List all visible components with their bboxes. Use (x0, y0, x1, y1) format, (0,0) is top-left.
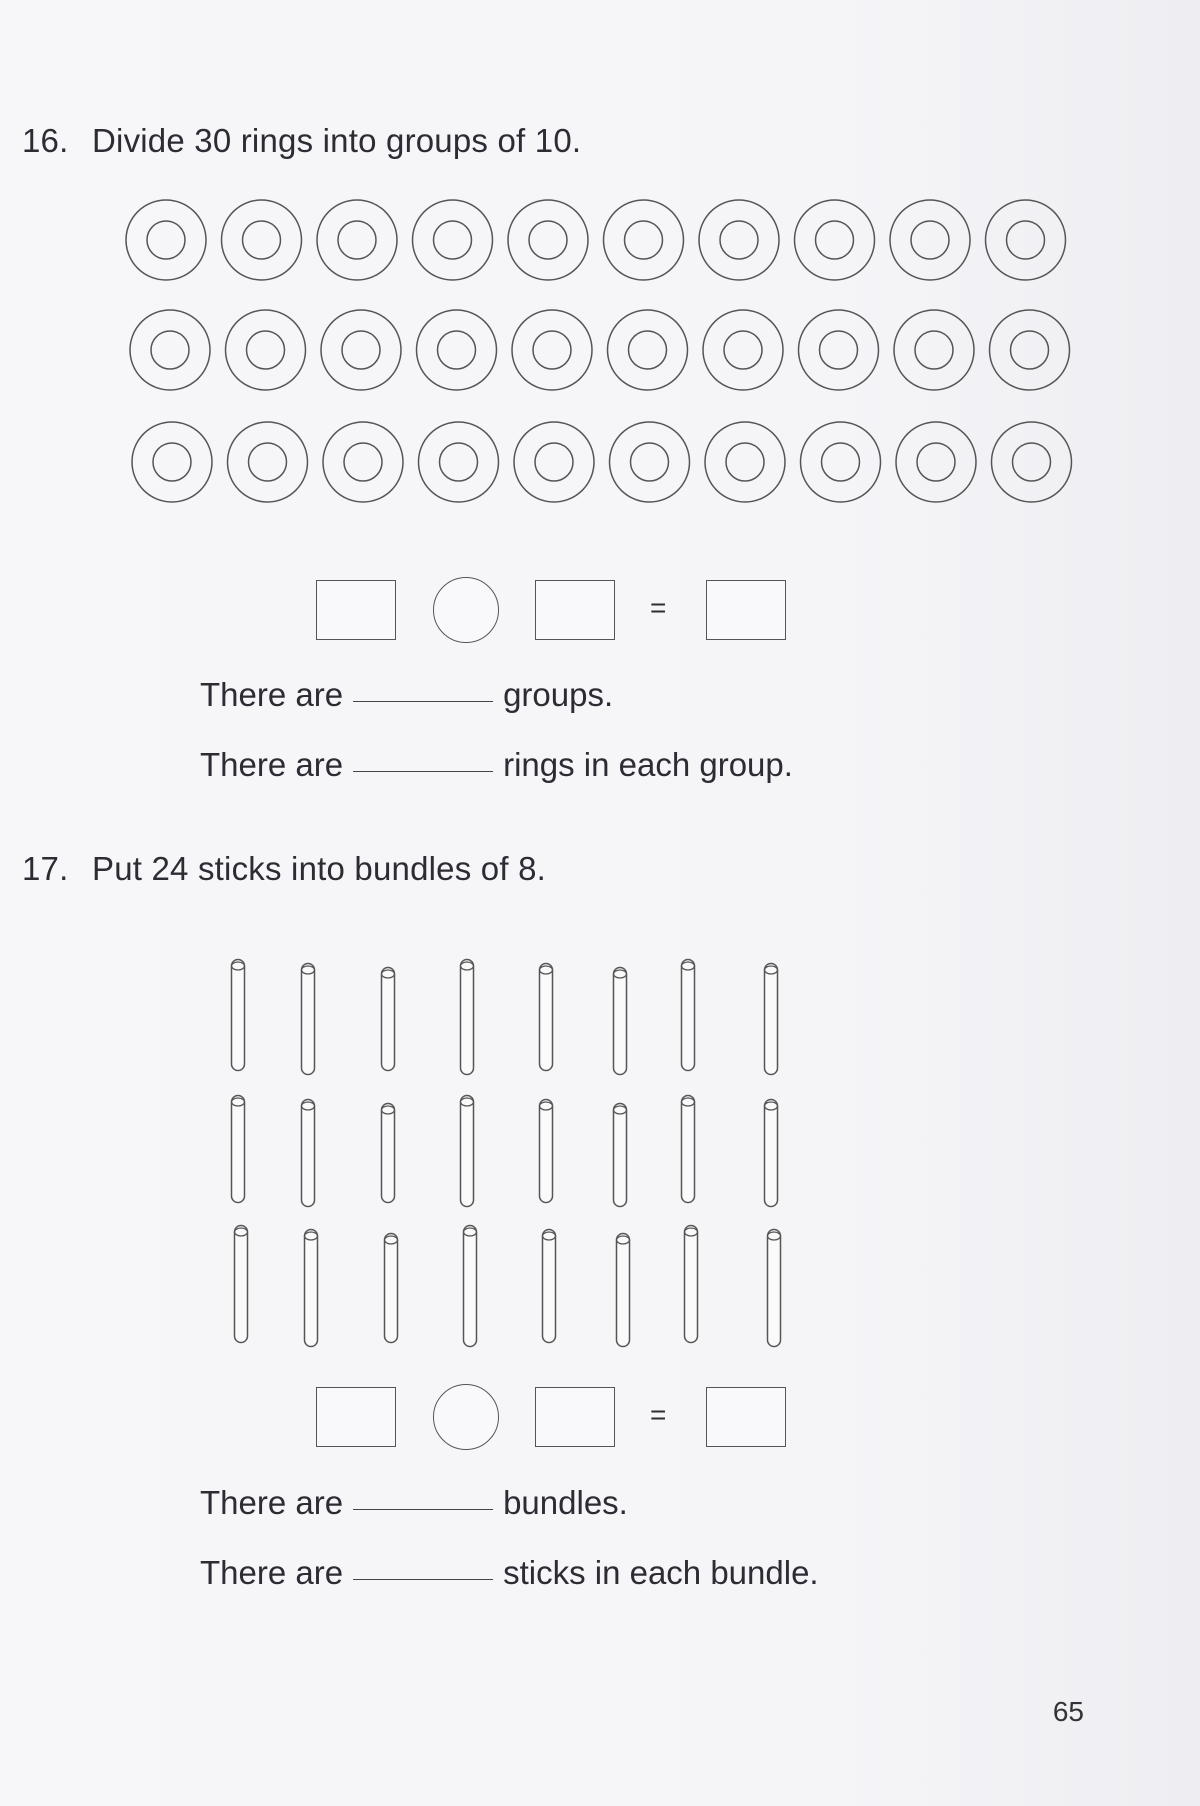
line-prefix: There are (200, 676, 344, 713)
question-text: Divide 30 rings into groups of 10. (92, 122, 582, 159)
stick-icon (543, 1230, 556, 1343)
equals-sign: = (650, 592, 667, 623)
stick-icon (614, 1104, 627, 1207)
stick-icon (302, 964, 315, 1075)
stick-icon (461, 960, 474, 1075)
line-prefix: There are (200, 1484, 344, 1521)
stick-icon (232, 960, 245, 1071)
page-number: 65 (1052, 1696, 1084, 1727)
answer-blank[interactable] (353, 1508, 493, 1510)
question-number: 16. (22, 122, 69, 159)
line-suffix: bundles. (503, 1484, 628, 1521)
line-suffix: groups. (503, 676, 614, 713)
stick-icon (685, 1226, 698, 1343)
answer-line-sticks (200, 1554, 819, 1592)
equals-sign: = (650, 1399, 667, 1430)
stick-icon (385, 1234, 398, 1343)
stick-icon (617, 1234, 630, 1347)
stick-icon (682, 960, 695, 1071)
answer-blank[interactable] (353, 1578, 493, 1580)
stick-icon (682, 1096, 695, 1203)
line-suffix: sticks in each bundle. (503, 1554, 819, 1591)
answer-box-3[interactable] (706, 1387, 786, 1447)
stick-icon (461, 1096, 474, 1207)
stick-icon (464, 1226, 477, 1347)
stick-icon (235, 1226, 248, 1343)
stick-icon (305, 1230, 318, 1347)
stick-icon (540, 1100, 553, 1203)
line-prefix: There are (200, 1554, 344, 1591)
question-text: Put 24 sticks into bundles of 8. (92, 850, 546, 887)
stick-icon (765, 1100, 778, 1207)
answer-line-bundles (200, 1484, 628, 1522)
line-prefix: There are (200, 746, 344, 783)
stick-icon (382, 968, 395, 1071)
stick-icon (540, 964, 553, 1071)
stick-icon (232, 1096, 245, 1203)
stick-icon (382, 1104, 395, 1203)
line-suffix: rings in each group. (503, 746, 793, 783)
stick-icon (765, 964, 778, 1075)
operator-circle[interactable] (433, 1384, 499, 1450)
stick-icon (614, 968, 627, 1075)
answer-box-2[interactable] (535, 1387, 615, 1447)
stick-icon (302, 1100, 315, 1207)
stick-icon (768, 1230, 781, 1347)
question-number: 17. (22, 850, 69, 887)
answer-box-1[interactable] (316, 1387, 396, 1447)
